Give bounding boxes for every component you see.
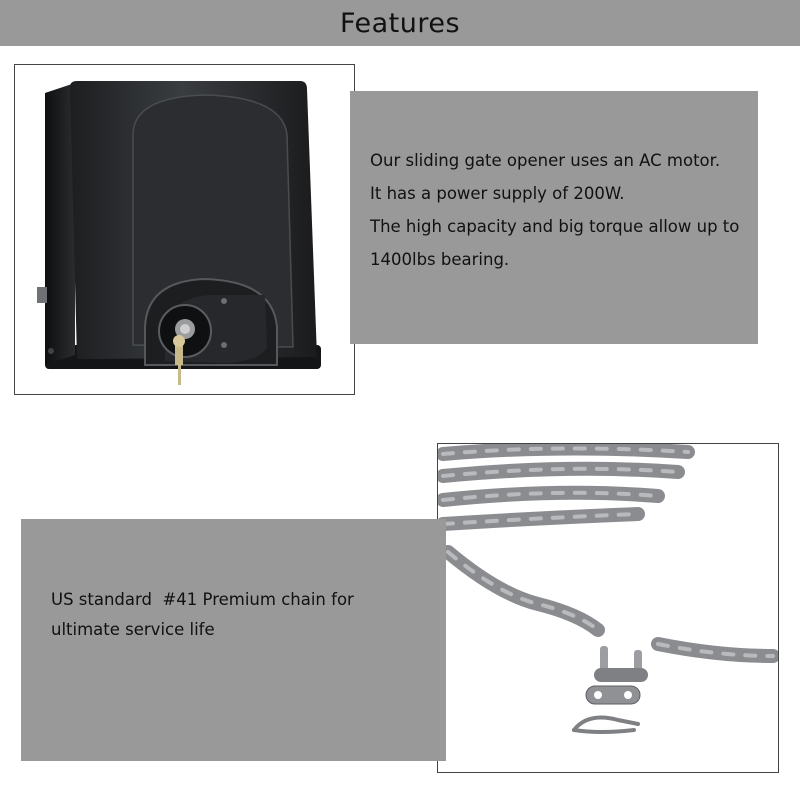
motor-feature-line: Our sliding gate opener uses an AC motor. bbox=[370, 151, 721, 170]
gate-opener-photo bbox=[14, 64, 355, 395]
motor-feature-line: It has a power supply of 200W. bbox=[370, 184, 625, 203]
chain-feature-line: ultimate service life bbox=[51, 620, 215, 639]
page-title: Features bbox=[339, 7, 461, 39]
chain-image bbox=[438, 444, 779, 773]
header-bar bbox=[0, 0, 800, 46]
gate-opener-image bbox=[15, 65, 355, 395]
motor-feature-line: 1400lbs bearing. bbox=[370, 250, 510, 269]
chain-feature-line: US standard #41 Premium chain for bbox=[51, 590, 354, 609]
motor-feature-panel bbox=[350, 91, 758, 344]
chain-photo bbox=[437, 443, 779, 773]
motor-feature-line: The high capacity and big torque allow up to bbox=[370, 217, 740, 236]
chain-feature-panel bbox=[21, 519, 446, 761]
